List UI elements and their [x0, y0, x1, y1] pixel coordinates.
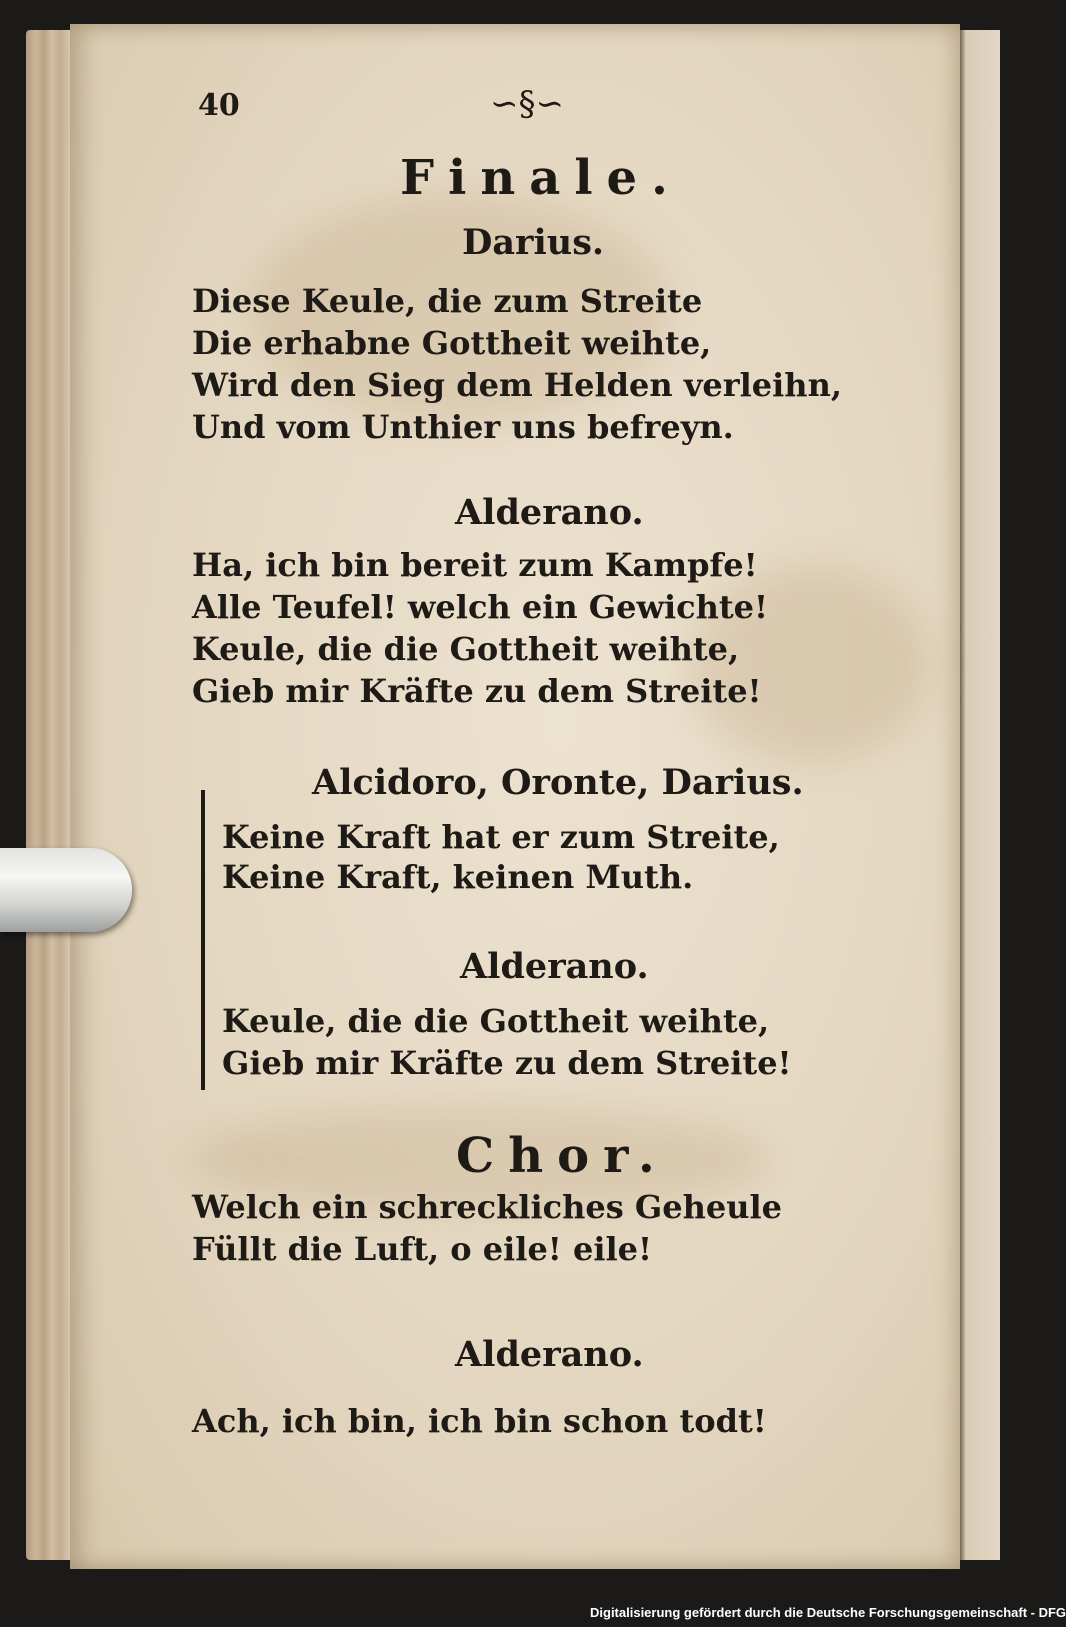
- speaker-alderano: Alderano.: [455, 492, 644, 533]
- page-number: 40: [198, 88, 240, 123]
- verse-line: Wird den Sieg dem Helden verleihn,: [192, 366, 842, 404]
- next-page-edge: [960, 30, 1000, 1560]
- section-heading-finale: Finale.: [400, 150, 682, 206]
- page-clip: [0, 848, 132, 932]
- verse-line: Keule, die die Gottheit weihte,: [192, 630, 740, 668]
- section-heading-chor: Chor.: [456, 1128, 669, 1184]
- speaker-alderano: Alderano.: [455, 1334, 644, 1375]
- speaker-darius: Darius.: [462, 222, 605, 263]
- speaker-alderano: Alderano.: [460, 946, 649, 987]
- verse-line: Welch ein schreckliches Geheule: [192, 1188, 782, 1226]
- verse-line: Ach, ich bin, ich bin schon todt!: [192, 1402, 767, 1440]
- header-ornament: ∽§∽: [490, 84, 564, 124]
- verse-line: Gieb mir Kräfte zu dem Streite!: [192, 672, 762, 710]
- verse-line: Füllt die Luft, o eile! eile!: [192, 1230, 653, 1268]
- verse-line: Gieb mir Kräfte zu dem Streite!: [222, 1044, 792, 1082]
- verse-line: Keule, die die Gottheit weihte,: [222, 1002, 770, 1040]
- verse-line: Die erhabne Gottheit weihte,: [192, 324, 712, 362]
- verse-line: Und vom Unthier uns befreyn.: [192, 408, 734, 446]
- ensemble-brace: [201, 790, 213, 1090]
- verse-line: Diese Keule, die zum Streite: [192, 282, 703, 320]
- speaker-ensemble: Alcidoro, Oronte, Darius.: [312, 762, 804, 803]
- digitization-credit: Digitalisierung gefördert durch die Deutsche Forschungsgemeinschaft - DFG: [590, 1605, 1066, 1620]
- verse-line: Keine Kraft hat er zum Streite,: [222, 818, 780, 856]
- verse-line: Keine Kraft, keinen Muth.: [222, 858, 694, 896]
- verse-line: Ha, ich bin bereit zum Kampfe!: [192, 546, 758, 584]
- verse-line: Alle Teufel! welch ein Gewichte!: [192, 588, 769, 626]
